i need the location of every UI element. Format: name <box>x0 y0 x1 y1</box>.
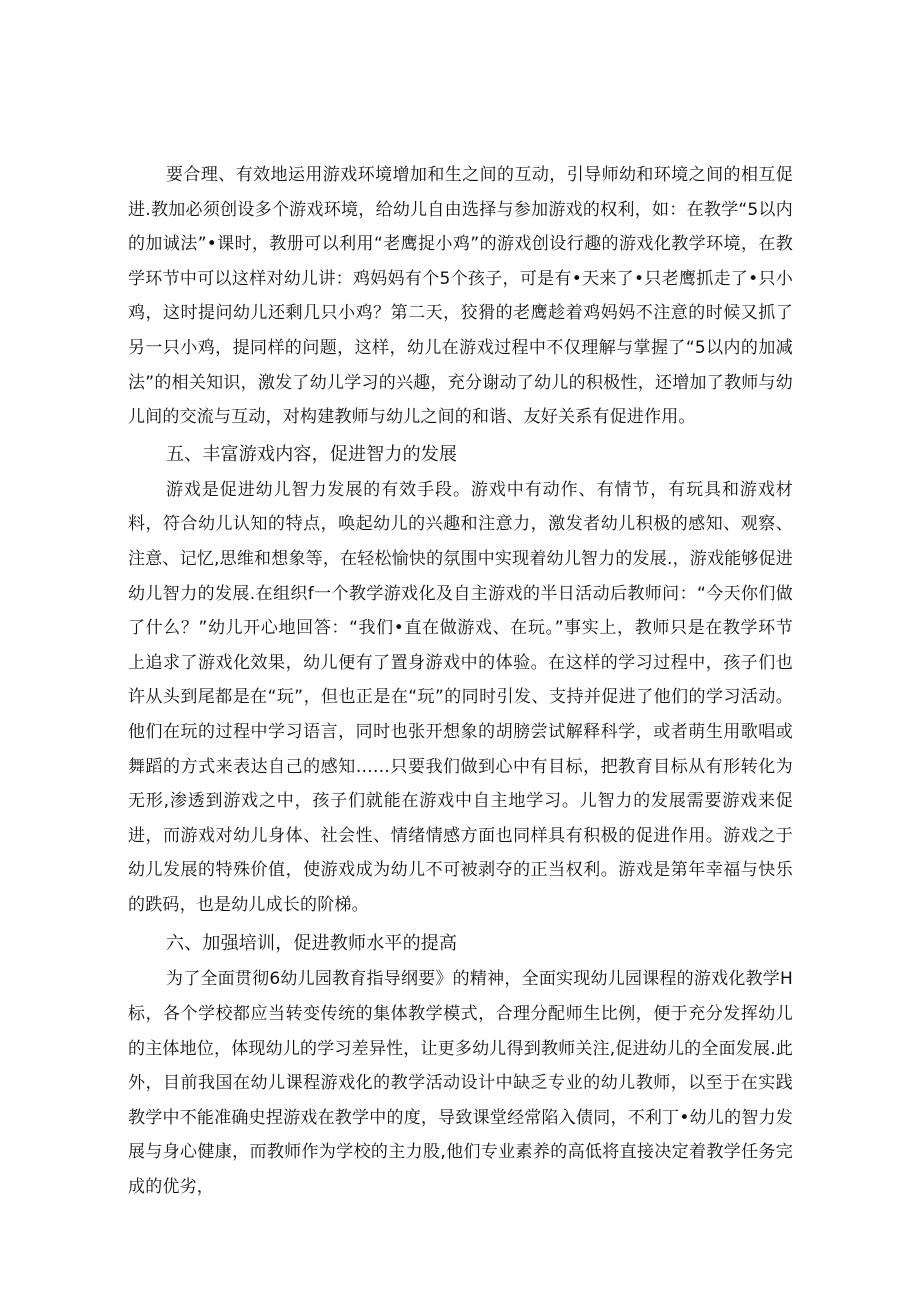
document-body <box>128 158 793 1205</box>
section-heading-five: 五、丰富游戏内容，促进智力的发展 <box>166 443 458 465</box>
paragraph-teacher-training: 为了全面贯彻6幼儿园教育指导纲要》的精神，全面实现幼儿园课程的游戏化教学H标，各个学校都应当转变传统的集体教学模式，合理分配师生比例，便于充分发挥幼儿的主体地位，体现幼儿的学习差异性，让更多幼儿得到教师关注,促进幼儿的全面发展.此外，目前我国在幼儿课程游戏化的教学活动设计中缺乏专业的幼儿教师，以至于在实践教学中不能准确史捏游戏在教学中的度，导致课堂经常陷入债同，不利丁•幼儿的智力发展与身心健康，而教师作为学校的主力股,他们专业素养的高低将直接决定着教学任务完成的优劣， <box>128 969 793 1198</box>
paragraph-game-environment: 要合理、有效地运用游戏环境增加和生之间的互动，引导师幼和环境之间的相互促进.教加必须创设多个游戏环境，给幼儿自由选择与参加游戏的权利，如：在教学“5以内的加诚法”•课时，教册可以利用“老鹰捉小鸡”的游戏创设行趣的游戏化教学环境，在教学环节中可以这样对幼儿讲：鸡妈妈有个5个孩子，可是有•天来了•只老鹰抓走了•只小鸡，这时提问幼儿还剩几只小鸡？第二天，狡猾的老鹰趁着鸡妈妈不注意的时候又抓了另一只小鸡，提同样的问题，这样，幼儿在游戏过程中不仅理解与掌握了“5以内的加减法”的相关知识，激发了幼儿学习的兴趣，充分谢动了幼儿的积极性，还增加了教师与幼儿间的交流与互动，对构建教师与幼儿之间的和谐、友好关系有促进作用。 <box>128 165 793 428</box>
section-heading-six: 六、加强培训，促进教师水平的提高 <box>166 933 458 955</box>
paragraph-intelligence-development: 游戏是促进幼儿智力发展的有效手段。游戏中有动作、有情节，有玩具和游戏材料，符合幼儿认知的特点，唤起幼儿的兴趣和注意力，激发者幼儿积极的感知、观察、注意、记忆,思维和想象等，在轻松愉快的氛围中实现着幼儿智力的发展.，游戏能够促进幼儿智力的发展.在组织f一个教学游戏化及自主游戏的半日活动后教师问：“今天你们做了什么？”幼儿开心地回答：“我们•直在做游戏、在玩。”事实上，教师只是在教学环节上追求了游戏化效果，幼儿便有了置身游戏中的体验。在这样的学习过程中，孩子们也许从头到尾都是在“玩”，但也正是在“玩”的同时引发、支持并促进了他们的学习活动。他们在玩的过程中学习语言，同时也张开想象的胡膀尝试解释科学，或者萌生用歌唱或舞蹈的方式来表达自己的感知……只要我们做到心中有目标，把教育目标从有形转化为无形,渗透到游戏之中，孩子们就能在游戏中自主地学习。儿智力的发展需要游戏来促进，而游戏对幼儿身体、社会性、情绪情感方面也同样具有积极的促进作用。游戏之于幼儿发展的特殊价值，使游戏成为幼儿不可被剥夺的正当权利。游戏是第年幸福与快乐的跌码，也是幼儿成长的阶梯。 <box>128 479 793 915</box>
